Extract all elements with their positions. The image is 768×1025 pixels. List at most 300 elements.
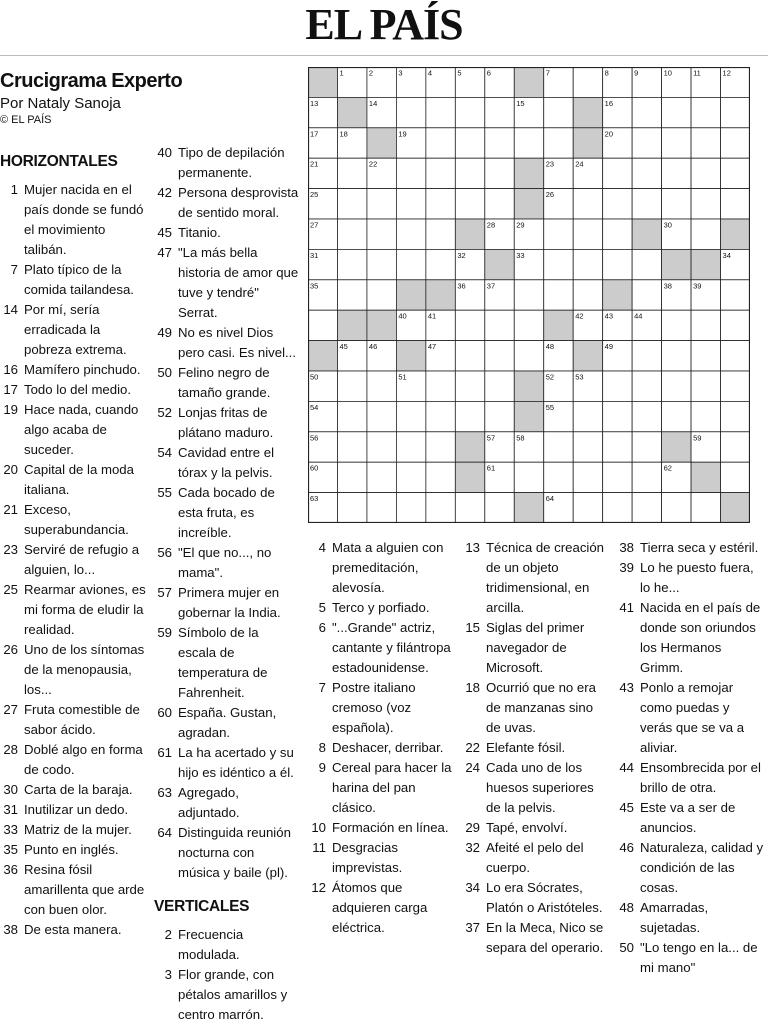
cell-number: 63 bbox=[310, 494, 319, 504]
clue-text: Cada bocado de esta fruta, es increíble. bbox=[178, 485, 275, 540]
cell-number: 16 bbox=[604, 98, 614, 108]
grid-cell[interactable] bbox=[396, 432, 425, 462]
grid-cell[interactable] bbox=[691, 219, 720, 249]
grid-cell[interactable] bbox=[573, 219, 602, 249]
clue-text: Matriz de la mujer. bbox=[24, 822, 132, 837]
clue-down-8 bbox=[308, 738, 454, 758]
grid-cell[interactable] bbox=[514, 128, 543, 158]
clue-across-54 bbox=[154, 443, 299, 483]
grid-cell[interactable] bbox=[426, 97, 455, 127]
grid-cell[interactable] bbox=[367, 462, 396, 492]
grid-cell[interactable] bbox=[691, 158, 720, 188]
clue-down-22 bbox=[462, 738, 608, 758]
grid-cell[interactable] bbox=[573, 67, 602, 97]
grid-cell[interactable] bbox=[367, 432, 396, 462]
clue-down-12 bbox=[308, 878, 454, 938]
grid-cell[interactable] bbox=[691, 401, 720, 431]
cell-number: 3 bbox=[398, 68, 403, 78]
grid-cell[interactable] bbox=[573, 249, 602, 279]
grid-cell[interactable] bbox=[485, 341, 514, 371]
grid-cell[interactable] bbox=[603, 401, 632, 431]
grid-cell[interactable] bbox=[721, 462, 750, 492]
clue-number: 13 bbox=[465, 540, 480, 555]
clue-number: 40 bbox=[157, 145, 172, 160]
grid-cell[interactable] bbox=[603, 462, 632, 492]
grid-cell[interactable] bbox=[603, 249, 632, 279]
clue-across-64 bbox=[154, 823, 299, 883]
grid-cell[interactable] bbox=[721, 341, 750, 371]
grid-cell[interactable] bbox=[426, 493, 455, 523]
grid-cell[interactable] bbox=[514, 462, 543, 492]
clue-text: "Lo tengo en la... de mi mano" bbox=[640, 940, 758, 975]
cell-number: 51 bbox=[398, 372, 407, 382]
clue-text: Mujer nacida en el país donde se fundó el movimiento talibán. bbox=[24, 182, 144, 257]
grid-cell[interactable] bbox=[426, 371, 455, 401]
clue-number: 11 bbox=[312, 840, 326, 855]
grid-cell[interactable] bbox=[455, 310, 484, 340]
clue-number: 10 bbox=[311, 820, 326, 835]
grid-cell[interactable] bbox=[662, 310, 691, 340]
clue-across-28 bbox=[0, 740, 146, 780]
grid-cell[interactable] bbox=[573, 493, 602, 523]
grid-cell[interactable] bbox=[455, 158, 484, 188]
grid-cell[interactable] bbox=[337, 158, 366, 188]
clue-down-6 bbox=[308, 618, 454, 678]
clue-down-37 bbox=[462, 918, 608, 958]
grid-block-cell bbox=[721, 493, 750, 523]
down-clues-column-2 bbox=[462, 538, 608, 958]
clue-text: Lo era Sócrates, Platón o Aristóteles. bbox=[486, 880, 603, 915]
cell-number: 60 bbox=[310, 463, 319, 473]
grid-cell[interactable] bbox=[662, 189, 691, 219]
grid-cell[interactable] bbox=[721, 432, 750, 462]
grid-cell[interactable] bbox=[337, 371, 366, 401]
cell-number: 6 bbox=[486, 68, 491, 78]
grid-cell[interactable] bbox=[337, 432, 366, 462]
clue-down-29 bbox=[462, 818, 608, 838]
clue-number: 59 bbox=[157, 625, 172, 640]
clue-across-36 bbox=[0, 860, 146, 920]
cell-number: 5 bbox=[457, 68, 462, 78]
clue-text: Tipo de depilación permanente. bbox=[178, 145, 285, 180]
puzzle-author: Por Nataly Sanoja bbox=[0, 95, 121, 112]
grid-cell[interactable] bbox=[721, 97, 750, 127]
cell-number: 64 bbox=[545, 494, 555, 504]
clue-down-50 bbox=[616, 938, 764, 978]
clue-text: No es nivel Dios pero casi. Es nivel... bbox=[178, 325, 297, 360]
clue-across-38 bbox=[0, 920, 146, 940]
cell-number: 25 bbox=[310, 190, 319, 200]
grid-cell[interactable] bbox=[485, 493, 514, 523]
grid-cell[interactable] bbox=[426, 158, 455, 188]
cell-number: 31 bbox=[310, 250, 319, 260]
clue-text: Hace nada, cuando algo acaba de suceder. bbox=[24, 402, 139, 457]
clue-text: Tierra seca y estéril. bbox=[640, 540, 759, 555]
cell-number: 12 bbox=[722, 68, 731, 78]
cell-number: 21 bbox=[310, 159, 319, 169]
grid-cell[interactable] bbox=[485, 371, 514, 401]
grid-cell[interactable] bbox=[632, 128, 661, 158]
grid-cell[interactable] bbox=[632, 249, 661, 279]
header-divider bbox=[0, 55, 768, 56]
grid-cell[interactable] bbox=[721, 189, 750, 219]
grid-cell[interactable] bbox=[426, 189, 455, 219]
down-clues-column-3 bbox=[616, 538, 764, 978]
clue-number: 17 bbox=[3, 382, 18, 397]
clue-number: 60 bbox=[157, 705, 172, 720]
clue-across-33 bbox=[0, 820, 146, 840]
cell-number: 46 bbox=[368, 342, 378, 352]
cell-number: 49 bbox=[604, 342, 614, 352]
clue-number: 61 bbox=[157, 745, 172, 760]
clue-number: 16 bbox=[3, 362, 18, 377]
cell-number: 48 bbox=[545, 342, 555, 352]
clue-across-59 bbox=[154, 623, 299, 703]
grid-cell[interactable] bbox=[544, 432, 573, 462]
grid-cell[interactable] bbox=[485, 310, 514, 340]
grid-cell[interactable] bbox=[396, 189, 425, 219]
clue-text: Exceso, superabundancia. bbox=[24, 502, 129, 537]
clue-number: 15 bbox=[465, 620, 480, 635]
clue-across-63 bbox=[154, 783, 299, 823]
grid-cell[interactable] bbox=[337, 219, 366, 249]
cell-number: 42 bbox=[575, 311, 584, 321]
clue-number: 63 bbox=[157, 785, 172, 800]
grid-cell[interactable] bbox=[485, 158, 514, 188]
grid-cell[interactable] bbox=[632, 493, 661, 523]
clue-number: 27 bbox=[3, 702, 18, 717]
grid-cell[interactable] bbox=[337, 280, 366, 310]
clue-text: "...Grande" actriz, cantante y filántropa estadounidense. bbox=[332, 620, 451, 675]
grid-cell[interactable] bbox=[662, 371, 691, 401]
clue-number: 28 bbox=[3, 742, 18, 757]
grid-cell[interactable] bbox=[367, 280, 396, 310]
grid-cell[interactable] bbox=[396, 219, 425, 249]
cell-number: 19 bbox=[398, 129, 407, 139]
grid-cell[interactable] bbox=[662, 341, 691, 371]
cell-number: 39 bbox=[693, 281, 702, 291]
cell-number: 50 bbox=[310, 372, 319, 382]
grid-cell[interactable] bbox=[337, 493, 366, 523]
grid-cell[interactable] bbox=[455, 189, 484, 219]
grid-cell[interactable] bbox=[426, 128, 455, 158]
clue-text: Técnica de creación de un objeto tridimensional, en arcilla. bbox=[486, 540, 605, 615]
grid-cell[interactable] bbox=[485, 189, 514, 219]
clue-text: Primera mujer en gobernar la India. bbox=[178, 585, 281, 620]
clue-number: 7 bbox=[10, 262, 18, 277]
grid-cell[interactable] bbox=[632, 189, 661, 219]
across-clues-column-2 bbox=[154, 143, 299, 1025]
cell-number: 17 bbox=[310, 129, 319, 139]
cell-number: 10 bbox=[663, 68, 672, 78]
grid-cell[interactable] bbox=[396, 158, 425, 188]
grid-cell[interactable] bbox=[632, 371, 661, 401]
clue-text: "La más bella historia de amor que tuve y tendré" Serrat. bbox=[178, 245, 299, 320]
clue-text: Rearmar aviones, es mi forma de eludir la realidad. bbox=[24, 582, 146, 637]
grid-cell[interactable] bbox=[662, 401, 691, 431]
grid-cell[interactable] bbox=[485, 401, 514, 431]
grid-cell[interactable] bbox=[426, 462, 455, 492]
grid-cell[interactable] bbox=[662, 493, 691, 523]
clue-text: España. Gustan, agradan. bbox=[178, 705, 277, 740]
grid-cell[interactable] bbox=[632, 462, 661, 492]
grid-cell[interactable] bbox=[455, 97, 484, 127]
grid-cell[interactable] bbox=[396, 401, 425, 431]
grid-cell[interactable] bbox=[396, 462, 425, 492]
grid-cell[interactable] bbox=[603, 189, 632, 219]
clue-number: 7 bbox=[318, 680, 326, 695]
grid-cell[interactable] bbox=[367, 371, 396, 401]
cell-number: 1 bbox=[339, 68, 344, 78]
clue-number: 52 bbox=[157, 405, 172, 420]
clue-down-4 bbox=[308, 538, 454, 598]
clue-number: 12 bbox=[311, 880, 326, 895]
clue-down-24 bbox=[462, 758, 608, 818]
clue-down-44 bbox=[616, 758, 764, 798]
grid-cell[interactable] bbox=[367, 493, 396, 523]
grid-cell[interactable] bbox=[603, 432, 632, 462]
grid-cell[interactable] bbox=[662, 97, 691, 127]
clue-number: 18 bbox=[465, 680, 480, 695]
cell-number: 27 bbox=[310, 220, 319, 230]
grid-cell[interactable] bbox=[367, 189, 396, 219]
grid-cell[interactable] bbox=[662, 158, 691, 188]
clue-number: 43 bbox=[619, 680, 634, 695]
grid-cell[interactable] bbox=[662, 128, 691, 158]
cell-number: 26 bbox=[545, 190, 555, 200]
clue-text: De esta manera. bbox=[24, 922, 122, 937]
grid-cell[interactable] bbox=[485, 128, 514, 158]
grid-cell[interactable] bbox=[514, 341, 543, 371]
grid-block-cell bbox=[396, 280, 425, 310]
clue-number: 33 bbox=[3, 822, 18, 837]
clue-across-31 bbox=[0, 800, 146, 820]
clue-number: 25 bbox=[3, 582, 18, 597]
clue-across-56 bbox=[154, 543, 299, 583]
grid-cell[interactable] bbox=[603, 219, 632, 249]
grid-cell[interactable] bbox=[544, 128, 573, 158]
clue-down-3 bbox=[154, 965, 299, 1025]
clue-text: Este va a ser de anuncios. bbox=[640, 800, 736, 835]
cell-number: 29 bbox=[516, 220, 525, 230]
grid-cell[interactable] bbox=[455, 401, 484, 431]
grid-cell[interactable] bbox=[308, 310, 337, 340]
puzzle-copyright: © EL PAÍS bbox=[0, 114, 52, 126]
cell-number: 20 bbox=[604, 129, 614, 139]
grid-cell[interactable] bbox=[632, 280, 661, 310]
clue-text: Frecuencia modulada. bbox=[178, 927, 244, 962]
grid-cell[interactable] bbox=[396, 249, 425, 279]
cell-number: 43 bbox=[604, 311, 614, 321]
grid-cell[interactable] bbox=[485, 97, 514, 127]
across-heading: HORIZONTALES bbox=[0, 153, 118, 170]
cell-number: 37 bbox=[486, 281, 496, 291]
grid-block-cell bbox=[514, 401, 543, 431]
clue-text: Agregado, adjuntado. bbox=[178, 785, 240, 820]
cell-number: 24 bbox=[575, 159, 584, 169]
cell-number: 11 bbox=[693, 68, 701, 78]
clue-down-10 bbox=[308, 818, 454, 838]
clue-number: 42 bbox=[157, 185, 172, 200]
grid-cell[interactable] bbox=[426, 432, 455, 462]
grid-cell[interactable] bbox=[721, 310, 750, 340]
grid-block-cell bbox=[721, 219, 750, 249]
cell-number: 45 bbox=[339, 342, 348, 352]
grid-block-cell bbox=[308, 341, 337, 371]
cell-number: 14 bbox=[368, 98, 378, 108]
clue-across-25 bbox=[0, 580, 146, 640]
grid-cell[interactable] bbox=[337, 401, 366, 431]
clue-down-32 bbox=[462, 838, 608, 878]
grid-cell[interactable] bbox=[426, 401, 455, 431]
grid-cell[interactable] bbox=[721, 158, 750, 188]
clue-number: 31 bbox=[3, 802, 18, 817]
cell-number: 59 bbox=[693, 433, 702, 443]
clue-number: 9 bbox=[318, 760, 326, 775]
el-pais-logo: EL PAÍS bbox=[305, 0, 463, 49]
cell-number: 9 bbox=[634, 68, 639, 78]
grid-cell[interactable] bbox=[721, 371, 750, 401]
clue-text: Átomos que adquieren carga eléctrica. bbox=[332, 880, 428, 935]
clue-text: Flor grande, con pétalos amarillos y centro marrón. bbox=[178, 967, 288, 1022]
clue-number: 56 bbox=[157, 545, 172, 560]
clue-across-14 bbox=[0, 300, 146, 360]
clue-text: Punto en inglés. bbox=[24, 842, 119, 857]
clue-text: Persona desprovista de sentido moral. bbox=[178, 185, 299, 220]
clue-down-48 bbox=[616, 898, 764, 938]
cell-number: 53 bbox=[575, 372, 584, 382]
clue-number: 47 bbox=[157, 245, 172, 260]
clue-number: 1 bbox=[10, 182, 18, 197]
grid-block-cell bbox=[662, 249, 691, 279]
cell-number: 41 bbox=[427, 311, 437, 321]
cell-number: 28 bbox=[486, 220, 496, 230]
grid-cell[interactable] bbox=[396, 493, 425, 523]
clue-text: Titanio. bbox=[178, 225, 221, 240]
grid-cell[interactable] bbox=[337, 462, 366, 492]
grid-cell[interactable] bbox=[337, 249, 366, 279]
clue-number: 46 bbox=[619, 840, 634, 855]
grid-block-cell bbox=[573, 128, 602, 158]
grid-cell[interactable] bbox=[396, 97, 425, 127]
clue-down-41 bbox=[616, 598, 764, 678]
clue-across-55 bbox=[154, 483, 299, 543]
grid-cell[interactable] bbox=[573, 189, 602, 219]
grid-cell[interactable] bbox=[544, 219, 573, 249]
grid-cell[interactable] bbox=[573, 280, 602, 310]
clue-number: 45 bbox=[619, 800, 634, 815]
clue-number: 64 bbox=[157, 825, 172, 840]
cell-number: 33 bbox=[516, 250, 525, 260]
grid-cell[interactable] bbox=[691, 128, 720, 158]
clue-number: 32 bbox=[465, 840, 480, 855]
grid-cell[interactable] bbox=[367, 219, 396, 249]
grid-cell[interactable] bbox=[603, 493, 632, 523]
grid-cell[interactable] bbox=[691, 493, 720, 523]
grid-cell[interactable] bbox=[691, 341, 720, 371]
grid-cell[interactable] bbox=[573, 401, 602, 431]
clue-number: 2 bbox=[164, 927, 172, 942]
grid-cell[interactable] bbox=[426, 219, 455, 249]
clue-number: 19 bbox=[3, 402, 18, 417]
grid-cell[interactable] bbox=[573, 462, 602, 492]
grid-cell[interactable] bbox=[426, 249, 455, 279]
grid-cell[interactable] bbox=[691, 189, 720, 219]
clue-across-49 bbox=[154, 323, 299, 363]
grid-cell[interactable] bbox=[691, 371, 720, 401]
clue-across-57 bbox=[154, 583, 299, 623]
grid-cell[interactable] bbox=[367, 401, 396, 431]
grid-cell[interactable] bbox=[367, 249, 396, 279]
cell-number: 61 bbox=[486, 463, 496, 473]
grid-block-cell bbox=[426, 280, 455, 310]
grid-cell[interactable] bbox=[691, 310, 720, 340]
grid-cell[interactable] bbox=[455, 341, 484, 371]
grid-cell[interactable] bbox=[632, 158, 661, 188]
clue-text: Doblé algo en forma de codo. bbox=[24, 742, 143, 777]
grid-cell[interactable] bbox=[337, 189, 366, 219]
grid-cell[interactable] bbox=[573, 432, 602, 462]
grid-cell[interactable] bbox=[514, 310, 543, 340]
grid-cell[interactable] bbox=[632, 432, 661, 462]
clue-text: Ocurrió que no era de manzanas sino de uvas. bbox=[486, 680, 596, 735]
grid-cell[interactable] bbox=[514, 280, 543, 310]
clue-across-20 bbox=[0, 460, 146, 500]
grid-cell[interactable] bbox=[632, 401, 661, 431]
grid-cell[interactable] bbox=[603, 158, 632, 188]
grid-block-cell bbox=[367, 128, 396, 158]
clue-down-38 bbox=[616, 538, 764, 558]
clue-down-13 bbox=[462, 538, 608, 618]
clue-down-7 bbox=[308, 678, 454, 738]
grid-cell[interactable] bbox=[721, 128, 750, 158]
clue-number: 22 bbox=[465, 740, 480, 755]
grid-cell[interactable] bbox=[632, 97, 661, 127]
clue-text: Elefante fósil. bbox=[486, 740, 566, 755]
grid-cell[interactable] bbox=[603, 371, 632, 401]
grid-cell[interactable] bbox=[544, 462, 573, 492]
puzzle-title: Crucigrama Experto bbox=[0, 70, 183, 92]
grid-cell[interactable] bbox=[455, 128, 484, 158]
clue-across-1 bbox=[0, 180, 146, 260]
grid-cell[interactable] bbox=[544, 249, 573, 279]
clue-text: Terco y porfiado. bbox=[332, 600, 430, 615]
grid-cell[interactable] bbox=[632, 341, 661, 371]
clue-number: 20 bbox=[3, 462, 18, 477]
grid-block-cell bbox=[396, 341, 425, 371]
grid-cell[interactable] bbox=[544, 97, 573, 127]
grid-block-cell bbox=[691, 249, 720, 279]
grid-cell[interactable] bbox=[455, 493, 484, 523]
cell-number: 23 bbox=[545, 159, 555, 169]
clue-number: 3 bbox=[164, 967, 172, 982]
clue-number: 38 bbox=[619, 540, 634, 555]
clue-text: Cada uno de los huesos superiores de la pelvis. bbox=[486, 760, 594, 815]
grid-block-cell bbox=[485, 249, 514, 279]
clue-text: Por mí, sería erradicada la pobreza extrema. bbox=[24, 302, 127, 357]
grid-block-cell bbox=[662, 432, 691, 462]
grid-cell[interactable] bbox=[691, 97, 720, 127]
clue-number: 37 bbox=[465, 920, 480, 935]
clue-down-5 bbox=[308, 598, 454, 618]
grid-block-cell bbox=[337, 97, 366, 127]
grid-cell[interactable] bbox=[455, 371, 484, 401]
clue-text: Inutilizar un dedo. bbox=[24, 802, 129, 817]
clue-number: 48 bbox=[619, 900, 634, 915]
grid-cell[interactable] bbox=[721, 280, 750, 310]
grid-cell[interactable] bbox=[721, 401, 750, 431]
grid-cell[interactable] bbox=[544, 280, 573, 310]
